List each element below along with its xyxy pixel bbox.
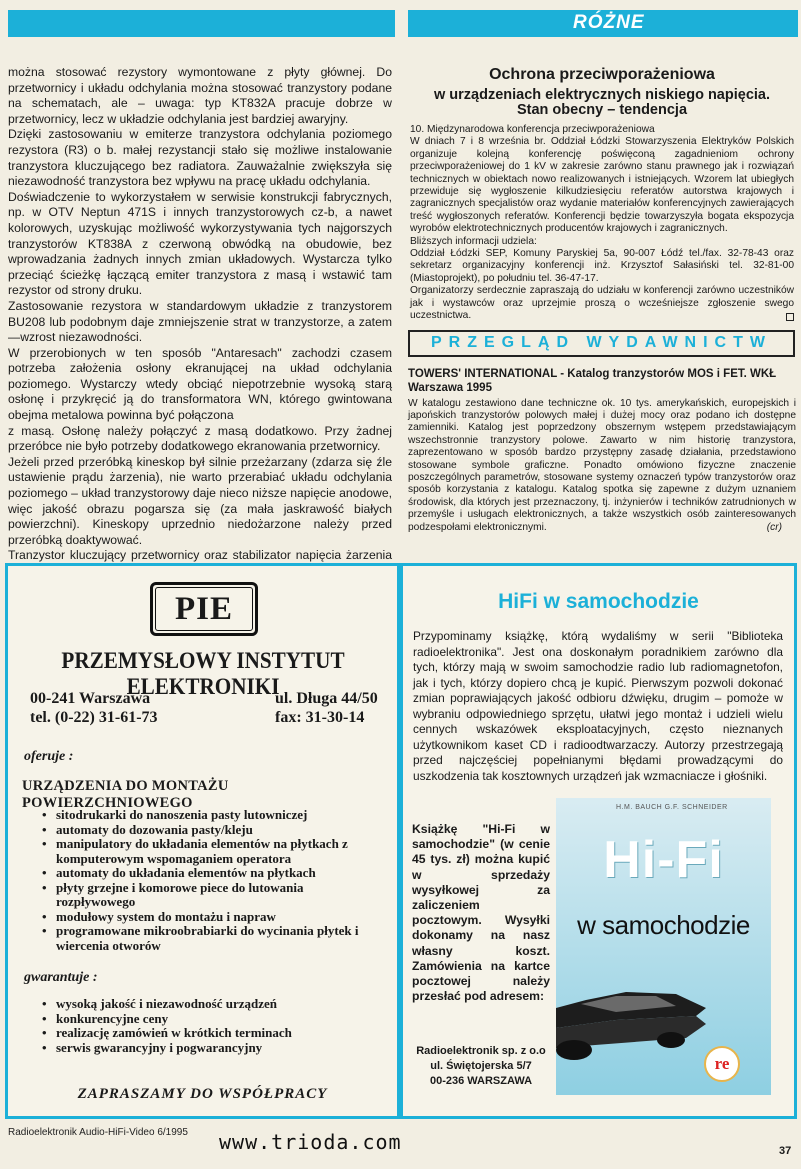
fax-number: fax: 31-30-14 [275,709,365,726]
car-illustration [556,978,771,1095]
offer-list [42,808,360,953]
ad-title: HiFi w samochodzie [498,590,699,613]
review-body: W katalogu zestawiono dane techniczne ok. 10 tys. amerykańskich, europejskich i japońskich tranzystorów polowych małej i dużej mocy oraz podano ich dostępne zamienniki. Katalog jest poprzedzony obszernym wstępem przedstawiającym wszechstronnie tranzystory polowe. Zawarto w nim historię tranzystora, zaprezentowano w sposób bardzo przystępny zasadę działania, przedstawiono stosowane symbole graficzne. Ponadto omówiono fizyczne znaczenie poszczególnych parametrów, stosowane systemy oznaczeń typów tranzystorów oraz sposób korzystania z katalogu. Katalog spotka się zapewne z dużym uznaniem środowisk, dla których jest przeznaczony, tj. inżynierów i techników zatrudnionych w przemyśle i usługach elektronicznych, a także wszystkich osób zainteresowanych podzespołami elektronicznymi. (cr) [408,397,796,533]
book-authors: H.M. BAUCH G.F. SCHNEIDER [616,804,728,811]
list-item: • manipulatory do układania elementów na płytkach z komputerowym wspomaganiem operatora [42,837,360,866]
paragraph: W dniach 7 i 8 września br. Oddział Łódzki Stowarzyszenia Elektryków Polskich organizuje kolejną konferencję poświęconą zagadnieniom ochrony przeciwporażeniowej do 1 kV w zakresie zarówno stanu prawnego jak i rozwiązań technicznych w obiektach nowo realizowanych i istniejących. Wzorem lat ubiegłych przewiduje się wygłoszenie kilkudziesięciu referatów autorstwa krajowych i zagranicznych specjalistów oraz wydanie materiałów konferencyjnych zawierających treść wygłoszonych referatów. Konferencji będzie towarzyszyła bogata ekspozycja wyrobów elektrotechnicznych producentów krajowych i zagranicznych. [410,136,794,235]
pie-advertisement [5,563,400,1119]
paragraph: Zastosowanie rezystora w standardowym układzie z tranzystorem BU208 lub podobnym daje zmniejszenie strat w tranzystorze, a zatem —wzrost niezawodności. [8,298,392,345]
paragraph: W przerobionych w ten sposób "Antaresach" zachodzi czasem potrzeba założenia osłony ekranującej na układ odchylania poziomego. Wystarczy wtedy obciąć niepotrzebnie wysoką starą osłonę i przykręcić ją do transformatora WN, którego gwintowana obejma metalowa powinna być połączona [8,345,392,423]
list-item: • automaty do układania elementów na płytkach [42,866,360,881]
source-url[interactable]: www.trioda.com [219,1130,402,1154]
review-title: TOWERS' INTERNATIONAL - Katalog tranzystorów MOS i FET. WKŁ Warszawa 1995 [408,367,777,394]
list-item: • realizację zamówień w krótkich terminach [42,1026,372,1041]
paragraph: można stosować rezystory wymontowane z płyty głównej. Do przetwornicy i układu odchylania można stosować tranzystory podane na schematach, ale – uwaga: typ KT832A pracuje dobrze w przetwornicy, lecz w układzie odchylania jest bardziej awaryjny. [8,65,392,126]
paragraph: Organizatorzy serdecznie zapraszają do udziału w konferencji zarówno uczestników jak i wystawców oraz uprzejmie proszą o wcześniejsze zgłoszenie swego uczestnictwa. [410,285,794,322]
paragraph: 10. Międzynarodowa konferencja przeciwporażeniowa [410,124,655,135]
guarantee-label: gwarantuje : [24,970,98,985]
list-item: • sitodrukarki do nanoszenia pasty lutowniczej [42,808,360,823]
article-subtitle: w urządzeniach elektrycznych niskiego napięcia. Stan obecny – tendencja [433,87,771,118]
street-address: ul. Długa 44/50 [275,690,378,707]
paragraph: Bliższych informacji udziela: [410,235,537,247]
paragraph: Tranzystor kluczujący przetwornicy oraz stabilizator napięcia żarzenia [8,548,392,579]
book-cover-image [556,798,771,1095]
institute-name: PRZEMYSŁOWY INSTYTUT ELEKTRONIKI [61,648,345,699]
offer-heading: URZĄDZENIA DO MONTAŻU POWIERZCHNIOWEGO [22,778,229,811]
article-body [408,124,796,323]
hifi-advertisement [400,563,797,1119]
right-column [408,65,796,534]
list-item: • konkurencyjne ceny [42,1012,372,1027]
left-article [8,65,392,580]
offer-label: oferuje : [24,749,74,764]
end-mark [786,313,794,321]
order-address: Radioelektronik sp. z o.o ul. Świętojerska 5/7 00-236 WARSZAWA [416,1045,546,1087]
order-info: Książkę "Hi-Fi w samochodzie" (w cenie 45 tys. zł) można kupić w sprzedaży wysyłkowej za zaliczeniem pocztowym. Wysyłki dokonamy na nasz własny koszt. Zamówienia na kartce pocztowej należy przesłać pod adresem: [412,822,550,1004]
guarantee-list [42,997,372,1055]
paragraph: Oddział Łódzki SEP, Komuny Paryskiej 5a, 90-007 Łódź tel./fax. 32-78-43 oraz sekretarz organizacyjny konferencji inż. Krzysztof Sałasiński tel. 32-81-00 (Miastoprojekt), po południu tel. 36-47-17. [410,248,794,284]
pie-logo: PIE [150,582,258,636]
paragraph: Jeżeli przed przeróbką kineskop był silnie przeżarzany (zdarza się źle ustawienie prądu żarzenia), nie warto przerabiać układu odchylania poziomego – układ tranzystorowy daje nieco niższe napięcie anodowe, więc jakość obrazu pogarsza się (za mała jaskrawość białych powierzchni). Kineskopy uprzednio niedożarzone należy przed przeróbką doaktywować. [8,454,392,547]
phone-number: tel. (0-22) 31-61-73 [30,709,158,726]
postal-address: 00-241 Warszawa [30,690,151,707]
list-item: • serwis gwarancyjny i pogwarancyjny [42,1041,372,1056]
ad-description: Przypominamy książkę, którą wydaliśmy w serii "Biblioteka radioelektronika". Jest ona doskonałym poradnikiem zarówno dla tych, którzy mają w swoim samochodzie radio lub radiomagnetofon, jak i tych, którzy dopiero chcą je kupić. Pierwszym pozwoli dokonać zmian poprawiających jakość odbioru dźwięku, drugim – pomoże w wybraniu odpowiedniego sprzętu, ułatwi jego montaż i udzieli wielu cennych wskazówek eksploatacyjnych, często nieznanych użytkownikom kaset CD i radioodtwarzaczy. Autorzy przestrzegają przed najczęściej popełnianymi błędami prowadzącymi do uszkodzenia tak kosztownych urządzeń jak wzmacniacze i głośniki. [413,629,783,783]
list-item: • programowane mikroobrabiarki do wycinania płytek i wiercenia otworów [42,924,360,953]
list-item: • płyty grzejne i komorowe piece do lutowania rozpływowego [42,881,360,910]
list-item: • wysoką jakość i niezawodność urządzeń [42,997,372,1012]
publisher-logo: re [704,1046,740,1082]
paragraph: z masą. Osłonę należy połączyć z masą dodatkowo. Przy żadnej przeróbce nie było potrzeby dodatkowego ekranowania przetwornicy. [8,423,392,454]
list-item: • modułowy system do montażu i napraw [42,910,360,925]
article-title: Ochrona przeciwporażeniowa [489,66,715,83]
review-signature: (cr) [766,521,782,533]
paragraph: Doświadczenie to wykorzystałem w serwisie konstrukcji fabrycznych, np. w OTV Neptun 471S i innych tranzystorowych cz-b, a nawet kolorowych, uzyskując możliwość wykorzystywania tych najgorszych tranzystorów KT838A z czerwoną obwódką na obudowie, bez wprowadzania żadnych innych zmian układowych. Wystarcza tylko przeciąć ścieżkę łączącą emiter tranzystora z masą i wstawić tam rezystor od strony druku. [8,189,392,298]
section-title: RÓŻNE [573,12,645,33]
page-number: 37 [779,1145,792,1157]
review-section-header: PRZEGLĄD WYDAWNICTW [408,330,795,357]
paragraph: Dzięki zastosowaniu w emiterze tranzystora odchylania poziomego rezystora (R3) o b. małej rezystancji stało się możliwe instalowanie tranzystora kluczującego bez radiatora. Zauważalnie zwiększyła się niezawodność tranzystora bez wpływu na pracę układu odchylania. [8,127,392,189]
invitation-text: ZAPRASZAMY DO WSPÓŁPRACY [77,1086,328,1102]
list-item: • automaty do dozowania pasty/kleju [42,823,360,838]
header-bar-left [8,10,395,37]
magazine-issue: Radioelektronik Audio-HiFi-Video 6/1995 [8,1127,188,1138]
book-subtitle: w samochodzie [577,910,750,940]
book-title: Hi-Fi [603,831,724,889]
